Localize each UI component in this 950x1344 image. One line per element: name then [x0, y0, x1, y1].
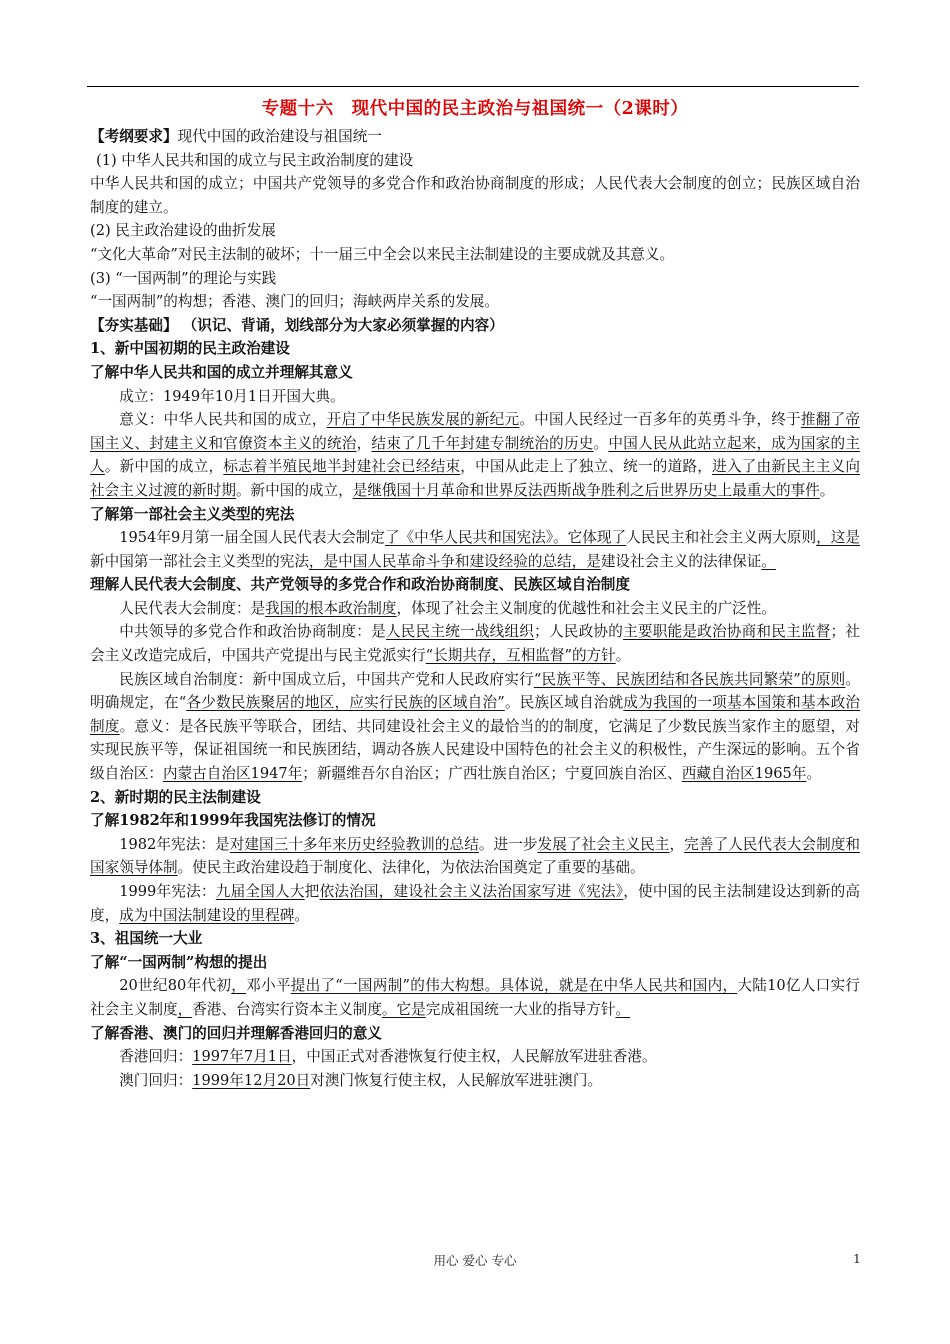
text-run: 。使民主政治建设趋于制度化、法律化，为依法治国奠定了重要的基础。 — [177, 859, 645, 877]
underlined-key-text: 成为中国法制建设的里程碑 — [119, 906, 295, 924]
s3a-heading: 了解“一国两制”构想的提出 — [90, 953, 268, 971]
text-run: ， — [356, 434, 372, 452]
text-run: 。新中国的成立， — [235, 481, 353, 499]
underlined-key-text: 人民民主统一战线组织 — [385, 623, 535, 641]
underlined-key-text: 成为我国的一项基本国策和基本政治制度 — [90, 694, 860, 735]
s3a-p1 — [90, 974, 860, 1021]
text-run: 。意义：是各民族平等联合，团结、共同建设社会主义的最恰当的的制度，它满足了少数民族当家作主的愿望，对实现民族平等，保证祖国统一和民族团结，调动各族人民建设中国特色的社会主义的积极性，产生深远的影响。五个省级自治区： — [90, 717, 860, 783]
underlined-key-text: 提出了“一国两制”的伟大构想。具体说，就是在中华人民共和国内， — [290, 977, 738, 995]
underlined-key-text: 1999年12月20日 — [192, 1071, 311, 1089]
underlined-key-text: 内蒙古自治区1947年 — [162, 765, 303, 783]
s3b-p1 — [90, 1045, 860, 1069]
text-run: 民族区域自治制度：新中国成立后，中国共产党和人民政府实行 — [119, 670, 534, 688]
underlined-key-text: 依法治国，建设社会主义法治国家写进《宪法》 — [319, 883, 624, 900]
section-3-heading: 3、祖国统一大业 — [90, 930, 203, 948]
underlined-key-text: “民族平等、民族团结和各民族共同繁荣”的原则 — [533, 670, 846, 688]
text-run: 。明确规定，在“ — [90, 670, 860, 712]
s1a-p2 — [90, 408, 860, 502]
text-run: 完成祖国统一大业的指导方针 — [425, 1000, 616, 1018]
text-run: 。 — [806, 765, 822, 783]
text-run: 。 — [294, 906, 309, 924]
kg-item-2: (2) 民主政治建设的曲折发展 — [90, 222, 276, 240]
text-run: 新中国第一部社会主义类型的宪法 — [90, 552, 309, 570]
underlined-key-text: 发展了社会主义民主 — [537, 835, 670, 853]
s1c-p3 — [90, 668, 860, 786]
text-run: 对澳门恢复行使主权，人民解放军进驻澳门。 — [310, 1071, 603, 1089]
underlined-key-text: 。 — [615, 1000, 631, 1018]
underlined-key-text: 进入了由新民主主义向社会主义过渡的新时期 — [90, 458, 860, 499]
text-run: 意义：中华人民共和国的成立， — [119, 411, 327, 429]
s1c-p2 — [90, 620, 860, 667]
footer-text: 用心 爱心 专心 — [433, 1253, 517, 1268]
underlined-key-text: 各少数民族聚居的地区，应实行民族的区域自治” — [186, 694, 505, 712]
text-run: 。民族区域自治就 — [504, 694, 624, 712]
text-run: 把 — [304, 883, 320, 900]
text-run: 建设社会主义的法律保证 — [600, 552, 762, 570]
text-run: 。 — [593, 434, 609, 452]
top-rule — [87, 86, 859, 87]
underlined-key-text: 完善了人民代表大会制度和国家领导体制 — [90, 835, 860, 877]
text-run: 。 — [615, 647, 631, 665]
text-run: 。中国人民经过一百多年的英勇斗争，终于 — [519, 411, 801, 429]
text-run: ；人民政协的 — [534, 623, 624, 641]
underlined-key-text: 推翻了帝国主义、封建主义和官僚资本主义的统治 — [90, 411, 860, 452]
s3b-p2 — [90, 1069, 860, 1093]
underlined-key-text: 。它是 — [381, 1000, 426, 1018]
hs-note: （识记、背诵，划线部分为大家必须掌握的内容） — [182, 316, 504, 334]
underlined-key-text: ，是中国人民革命斗争和建设经验的总结，是 — [308, 552, 601, 570]
underlined-key-text: 我国的根本政治制度 — [265, 599, 397, 617]
kg-item-3: (3) “一国两制”的理论与实践 — [90, 269, 277, 287]
text-run: 1999年宪法： — [119, 883, 216, 900]
underlined-key-text: 1997年7月1日 — [192, 1048, 292, 1066]
text-run: ， — [669, 835, 685, 853]
underlined-key-text: “长期共存，互相监督”的方针 — [425, 647, 616, 665]
kg-line — [90, 125, 860, 149]
underlined-key-text: 九届全国人大 — [215, 883, 305, 900]
s1b-heading: 了解第一部社会主义类型的宪法 — [90, 505, 295, 523]
text-run: 。 — [819, 481, 835, 499]
kg-item-1-body: 中华人民共和国的成立；中国共产党领导的多党合作和政治协商制度的形成；人民代表大会制度的创立；民族区域自治制度的建立。 — [90, 175, 860, 216]
kg-text: 现代中国的政治建设与祖国统一 — [177, 128, 382, 145]
underlined-key-text: 结束了几千年封建专制统治的历史 — [371, 434, 594, 452]
s1a-heading: 了解中华人民共和国的成立并理解其意义 — [90, 363, 353, 381]
underlined-key-text: 开启了中华民族发展的新纪元 — [326, 411, 520, 429]
underlined-key-text: 是继俄国十月革命和世界反法西斯战争胜利之后世界历史上最重大的事件 — [352, 481, 820, 499]
s1b-p1 — [90, 526, 860, 573]
text-run: ；社会主义改造完成后，中国共产党提出与民主党派实行 — [90, 623, 860, 665]
text-run: 香港回归： — [119, 1048, 193, 1066]
hs-line — [90, 314, 860, 338]
text-run: ；新疆维吾尔自治区；广西壮族自治区；宁夏回族自治区、 — [302, 765, 682, 783]
text-run: ，中国从此走上了独立、统一的道路， — [460, 458, 713, 476]
text-run: 。进一步 — [478, 835, 538, 853]
text-run: 人民代表大会制度：是 — [119, 599, 266, 617]
underlined-key-text: 主要职能是政治协商和民主监督 — [623, 623, 831, 641]
section-1-heading: 1、新中国初期的民主政治建设 — [90, 340, 290, 358]
s2a-heading: 了解1982年和1999年我国宪法修订的情况 — [90, 812, 376, 830]
document-page — [90, 94, 860, 1092]
text-run: ，体现了社会主义制度的优越性和社会主义民主的广泛性。 — [396, 599, 776, 617]
underlined-key-text: 。 — [761, 552, 776, 570]
s1c-p1 — [90, 597, 860, 621]
kg-item-2-body: “文化大革命”对民主法制的破坏；十一届三中全会以来民主法制建设的主要成就及其意义。 — [90, 245, 675, 263]
underlined-key-text: ，这是 — [816, 529, 860, 547]
s3b-heading: 了解香港、澳门的回归并理解香港回归的意义 — [90, 1024, 382, 1042]
text-run: ，使中国的民主法制建设达到新的高度， — [90, 883, 860, 924]
underlined-key-text: 西藏自治区1965年 — [681, 765, 807, 783]
page-number: 1 — [853, 1251, 861, 1266]
text-run: 1982年宪法：是 — [119, 835, 230, 853]
text-run: 邓小平 — [246, 977, 291, 995]
underlined-key-text: ， — [231, 977, 247, 995]
text-run: 澳门回归： — [119, 1071, 193, 1089]
s2a-p1 — [90, 833, 860, 880]
underlined-key-text: 中国人民从此站立起来，成为国家的主人 — [90, 434, 860, 476]
text-run: 大陆10亿人口实行社会主义制度 — [90, 977, 860, 1018]
text-run: ，中国正式对香港恢复行使主权，人民解放军进驻香港。 — [291, 1048, 657, 1066]
underlined-key-text: 了《中华人民共和国宪法》。它体现了 — [384, 529, 627, 547]
text-run: 人民民主和社会主义两大原则 — [626, 529, 817, 547]
s1a-p1: 成立：1949年10月1日开国大典。 — [119, 387, 345, 405]
section-2-heading: 2、新时期的民主法制建设 — [90, 788, 261, 806]
text-run: 1954年9月第一届全国人民代表大会制定 — [119, 529, 385, 547]
hs-label: 【夯实基础】 — [90, 316, 178, 334]
underlined-key-text: 标志着半殖民地半封建社会已经结束 — [223, 458, 461, 476]
kg-item-3-body: “一国两制”的构想；香港、澳门的回归；海峡两岸关系的发展。 — [90, 293, 499, 311]
doc-title: 专题十六 现代中国的民主政治与祖国统一（2课时） — [261, 99, 689, 119]
text-run: 20世纪80年代初 — [119, 977, 232, 995]
underlined-key-text: 对建国三十多年来历史经验教训的总结 — [229, 835, 479, 853]
text-run: 中共领导的多党合作和政治协商制度：是 — [119, 623, 386, 641]
text-run: 。新中国的成立， — [104, 458, 224, 476]
kg-label: 【考纲要求】 — [90, 128, 178, 145]
kg-item-1: (1) 中华人民共和国的成立与民主政治制度的建设 — [96, 151, 414, 169]
s1c-heading: 理解人民代表大会制度、共产党领导的多党合作和政治协商制度、民族区域自治制度 — [90, 576, 630, 594]
text-run: 香港、台湾实行资本主义制度 — [192, 1000, 382, 1018]
underlined-key-text: ， — [177, 1000, 193, 1018]
s2a-p2 — [90, 880, 860, 927]
